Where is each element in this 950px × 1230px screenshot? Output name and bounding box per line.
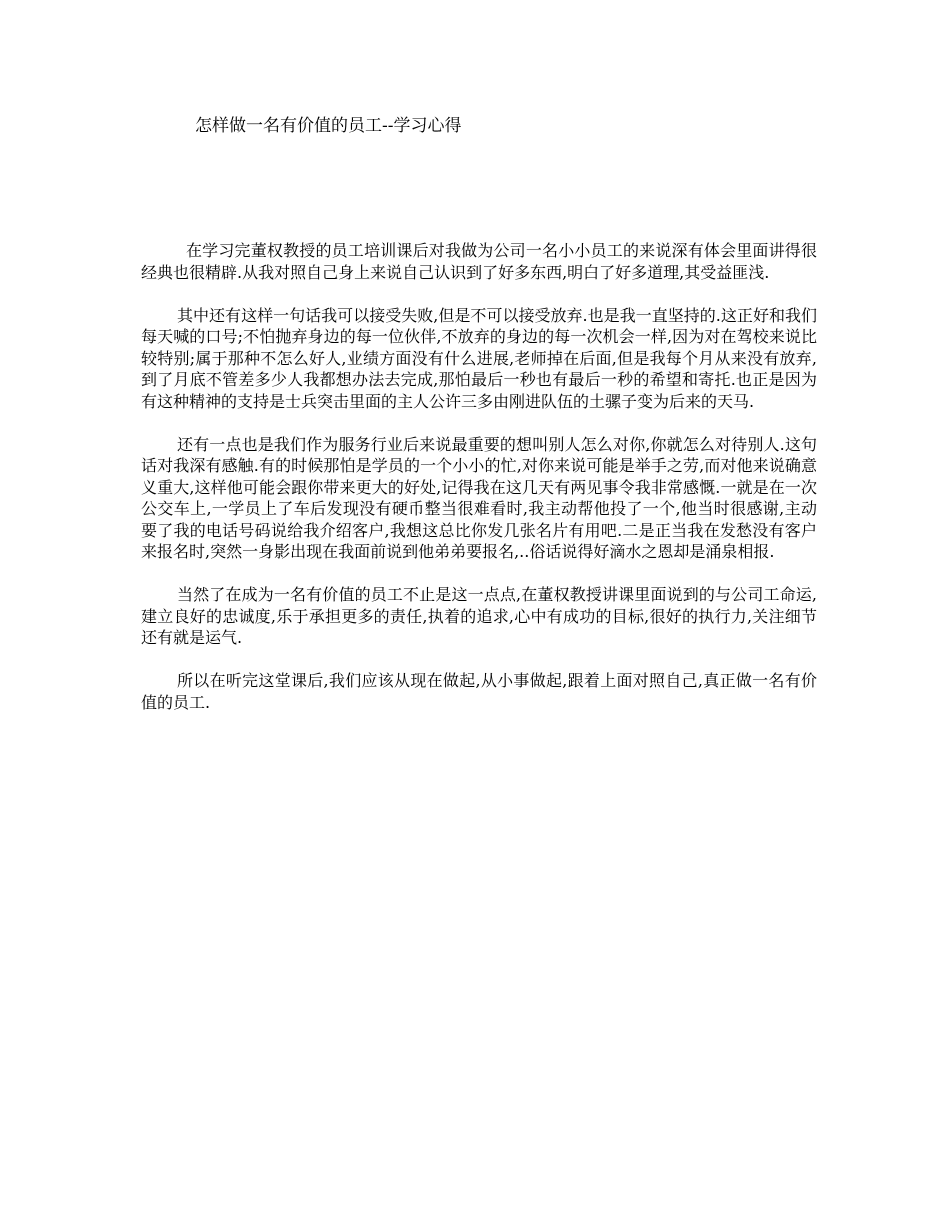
paragraph-3: 还有一点也是我们作为服务行业后来说最重要的想叫别人怎么对你,你就怎么对待别人.这句话对我深有感触.有的时候那怕是学员的一个小小的忙,对你来说可能是举手之劳,而对他来说确意义重大,这样他可能会跟你带来更大的好处,记得我在这几天有两见事令我非常感慨.一就是在一次公交车上,一学员上了车后发现没有硬币整当很难看时,我主动帮他投了一个,他当时很感谢,主动要了我的电话号码说给我介绍客户,我想这总比你发几张名片有用吧.二是正当我在发愁没有客户来报名时,突然一身影出现在我面前说到他弟弟要报名,..俗话说得好滴水之恩却是涌泉相报. — [141, 434, 817, 561]
paragraph-4: 当然了在成为一名有价值的员工不止是这一点点,在董权教授讲课里面说到的与公司工命运,建立良好的忠诚度,乐于承担更多的责任,执着的追求,心中有成功的目标,很好的执行力,关注细节还有就是运气. — [141, 585, 817, 647]
paragraph-2: 其中还有这样一句话我可以接受失败,但是不可以接受放弃.也是我一直坚持的.这正好和我们每天喊的口号;不怕抛弃身边的每一位伙伴,不放弃的身边的每一次机会一样,因为对在驾校来说比较特别;属于那种不怎么好人,业绩方面没有什么进展,老师掉在后面,但是我每个月从来没有放弃,到了月底不管差多少人我都想办法去完成,那怕最后一秒也有最后一秒的希望和寄托.也正是因为有这种精神的支持是士兵突击里面的主人公许三多由刚进队伍的土骡子变为后来的天马. — [141, 305, 817, 411]
document-title: 怎样做一名有价值的员工--学习心得 — [195, 116, 462, 136]
paragraph-5: 所以在听完这堂课后,我们应该从现在做起,从小事做起,跟着上面对照自己,真正做一名有价值的员工. — [141, 671, 817, 712]
paragraph-1: 在学习完董权教授的员工培训课后对我做为公司一名小小员工的来说深有体会里面讲得很经典也很精辟.从我对照自己身上来说自己认识到了好多东西,明白了好多道理,其受益匪浅. — [141, 241, 817, 282]
document-body — [141, 240, 817, 735]
